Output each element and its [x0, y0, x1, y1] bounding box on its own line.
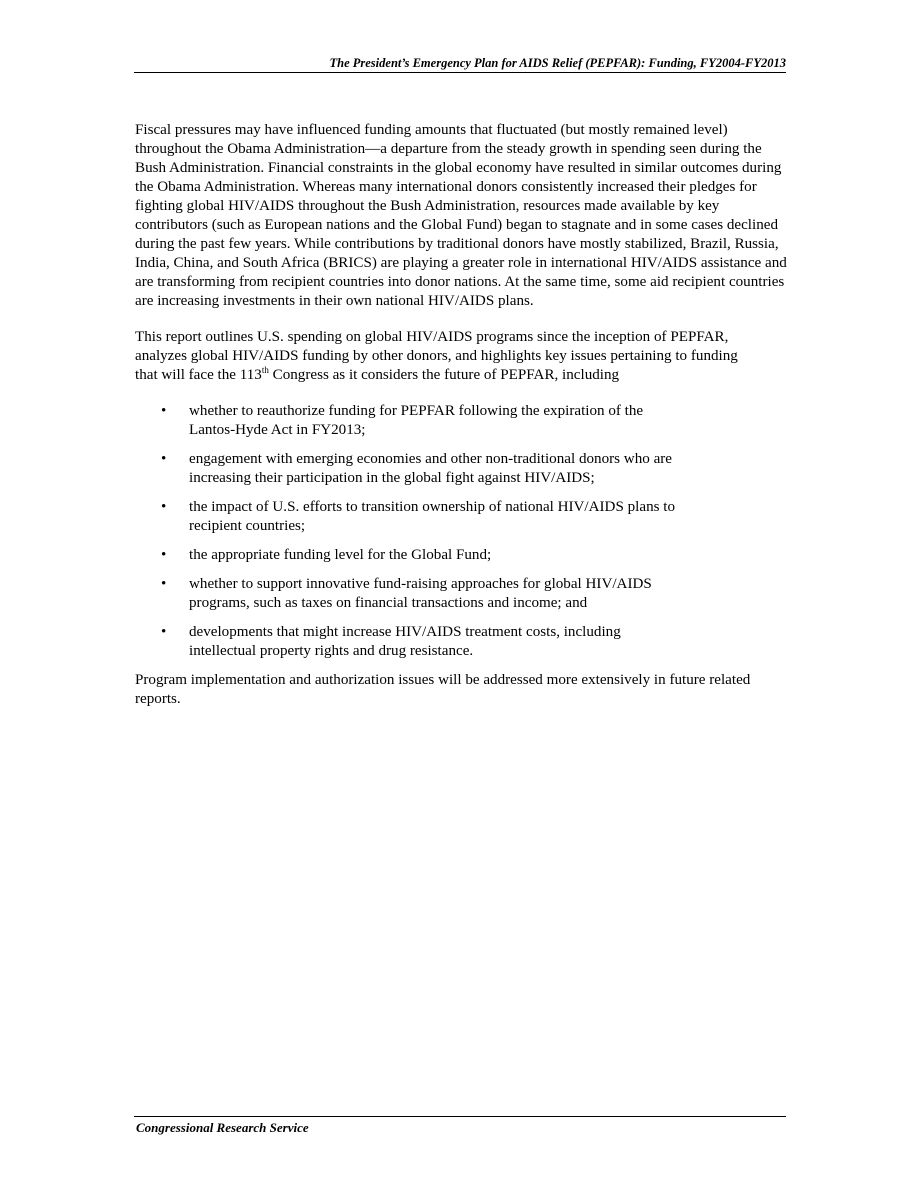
list-item — [135, 546, 729, 565]
header-rule — [134, 72, 786, 73]
footer-text: Congressional Research Service — [136, 1120, 309, 1135]
paragraph-report-outline — [135, 328, 745, 385]
key-issues-list — [135, 402, 787, 661]
list-item-text: the appropriate funding level for the Global Fund; — [189, 547, 492, 563]
bullet-icon: • — [161, 547, 167, 563]
bullet-icon: • — [161, 451, 167, 467]
running-header: The President’s Emergency Plan for AIDS Relief (PEPFAR): Funding, FY2004-FY2013 — [329, 56, 786, 70]
body-text — [135, 121, 787, 726]
paragraph-report-outline-end: Congress as it considers the future of PEPFAR, including — [268, 367, 620, 383]
list-item — [135, 623, 679, 661]
list-item — [135, 575, 699, 613]
bullet-icon: • — [161, 624, 167, 640]
list-item-text: whether to support innovative fund-raising approaches for global HIV/AIDS programs, such as taxes on financial transactions and income; and — [189, 576, 652, 611]
paragraph-future-reports: Program implementation and authorization issues will be addressed more extensively in future related reports. — [135, 672, 751, 707]
list-item-text: developments that might increase HIV/AIDS treatment costs, including intellectual property rights and drug resistance. — [189, 624, 621, 659]
list-item — [135, 402, 689, 440]
paragraph-report-outline-start: This report outlines U.S. spending on global HIV/AIDS programs since the inception of PEPFAR, analyzes global HIV/AIDS funding by other donors, and highlights key issues pertaining to funding that will face the 113 — [135, 329, 738, 383]
bullet-icon: • — [161, 576, 167, 592]
paragraph-fiscal-pressures: Fiscal pressures may have influenced funding amounts that fluctuated (but mostly remained level) throughout the Obama Administration—a departure from the steady growth in spending seen during the Bush Administration. Financial constraints in the global economy have resulted in similar outcomes during the Obama Administration. Whereas many international donors consistently increased their pledges for fighting global HIV/AIDS throughout the Bush Administration, resources made available by key contributors (such as European nations and the Global Fund) began to stagnate and in some cases declined during the past few years. While contributions by traditional donors have mostly stabilized, Brazil, Russia, India, China, and South Africa (BRICS) are playing a greater role in international HIV/AIDS assistance and are transforming from recipient countries into donor nations. At the same time, some aid recipient countries are increasing investments in their own national HIV/AIDS plans. — [135, 122, 787, 309]
bullet-icon: • — [161, 403, 167, 419]
list-item-text: whether to reauthorize funding for PEPFAR following the expiration of the Lantos-Hyde Act in FY2013; — [189, 403, 644, 438]
list-item-text: the impact of U.S. efforts to transition ownership of national HIV/AIDS plans to recipient countries; — [189, 499, 675, 534]
bullet-icon: • — [161, 499, 167, 515]
list-item — [135, 450, 729, 488]
footer-rule — [134, 1116, 786, 1117]
ordinal-superscript: th — [261, 364, 269, 375]
list-item — [135, 498, 729, 536]
list-item-text: engagement with emerging economies and other non-traditional donors who are increasing their participation in the global fight against HIV/AIDS; — [189, 451, 672, 486]
